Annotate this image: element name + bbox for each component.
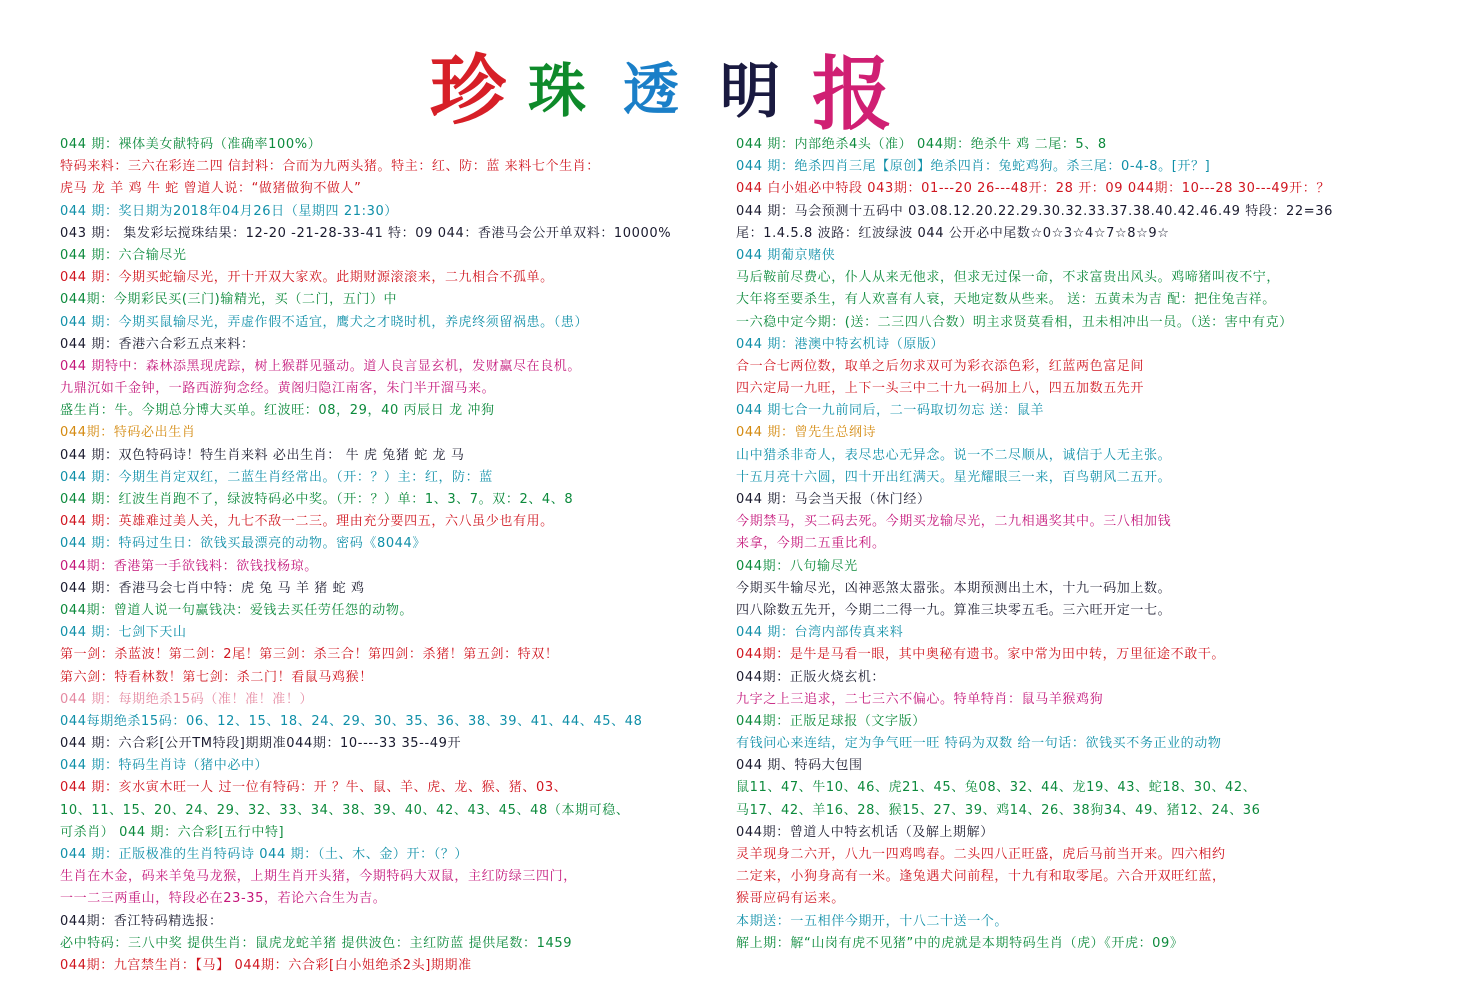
text-line: 044 期：港澳中特玄机诗（原版） bbox=[736, 336, 945, 352]
text-line: 九鼎沉如千金钟，一路西游狗念经。黄阁归隐江南客，朱门半开溜马来。 bbox=[60, 381, 496, 397]
text-line: 044期：香港第一手欲钱料：欲钱找杨琼。 bbox=[60, 558, 318, 574]
text-line: 044 期葡京赌侠 bbox=[736, 247, 836, 263]
text-line: 今期禁马，买二码去死。今期买龙输尽光，二九相遇奖其中。三八相加钱 bbox=[736, 514, 1172, 530]
title-char: 珠 bbox=[528, 57, 587, 125]
text-line: 044期：正版火烧玄机： bbox=[736, 669, 886, 685]
text-line: 十五月亮十六圆，四十开出红满天。星光耀眼三一来，百鸟朝风二五开。 bbox=[736, 469, 1172, 485]
text-line: 044期：今期彩民买(三门)输精光，买（二门，五门）中 bbox=[60, 292, 398, 308]
text-line: 九字之上三追求，二七三六不偏心。特单特肖：鼠马羊猴鸡狗 bbox=[736, 691, 1104, 707]
text-line: 044 期：正版极准的生肖特码诗 044 期：（土、木、金）开：（？） bbox=[60, 847, 469, 862]
text-line: 044每期绝杀15码：06、12、15、18、24、29、30、35、36、38、39、41、44、45、48 bbox=[60, 713, 643, 729]
text-line: 044期：正版足球报（文字版） bbox=[736, 713, 926, 729]
page-title bbox=[420, 30, 900, 141]
text-line: 044期：特码必出生肖 bbox=[60, 425, 196, 441]
title-char: 报 bbox=[812, 48, 892, 141]
text-line: 猴哥应码有运来。 bbox=[736, 891, 845, 907]
text-line: 尾：1.4.5.8 波路：红波绿波 044 公开必中尾数☆0☆3☆4☆7☆8☆9☆ bbox=[736, 225, 1170, 241]
title-char: 明 bbox=[720, 57, 780, 127]
text-line: 044 期：六合彩[公开TM特段]期期准044期：10----33 35--49开 bbox=[60, 736, 462, 752]
text-line: 必中特码：三八中奖 提供生肖：鼠虎龙蛇羊猪 提供波色：主红防蓝 提供尾数：1459 bbox=[60, 935, 573, 951]
text-line: 044 期：六合输尽光 bbox=[60, 247, 187, 263]
text-line: 044 期：奖日期为2018年04月26日（星期四 21:30） bbox=[60, 203, 398, 219]
text-line: 044期：八句输尽光 bbox=[736, 558, 858, 574]
text-line: 一六稳中定今期：(送：二三四八合数）明主求贤莫看相，丑未相冲出一员。（送：害中有克） bbox=[736, 314, 1293, 330]
text-line: 四六定局一九旺，上下一头三中二十九一码加上八，四五加数五先开 bbox=[736, 381, 1145, 397]
text-line: 可杀肖） 044 期：六合彩[五行中特] bbox=[60, 824, 285, 840]
text-line: 044 期：每期绝杀15码（准！准！准！） bbox=[60, 691, 314, 707]
text-line: 山中猎杀非奇人，表尽忠心无异念。说一不二尽顺从，诚信于人无主张。 bbox=[736, 447, 1172, 463]
text-line: 044 期：香港马会七肖中特：虎 兔 马 羊 猪 蛇 鸡 bbox=[60, 580, 365, 596]
text-line: 044 期：七剑下天山 bbox=[60, 625, 187, 641]
text-line: 044 期：香港六合彩五点来料： bbox=[60, 336, 255, 352]
text-line: 第一剑：杀蓝波！第二剑：2尾！第三剑：杀三合！第四剑：杀猪！第五剑：特双！ bbox=[60, 647, 559, 663]
text-line: 044 期、特码大包围 bbox=[736, 758, 863, 774]
text-line: 虎马 龙 羊 鸡 牛 蛇 曾道人说：“做猪做狗不做人” bbox=[60, 181, 362, 197]
text-line: 044 期七合一九前同后，二一码取切勿忘 送：鼠羊 bbox=[736, 403, 1045, 419]
text-line: 大年将至要杀生，有人欢喜有人衰，天地定数从些来。 送：五黄未为吉 配：把住兔吉祥。 bbox=[736, 292, 1276, 308]
text-line: 鼠11、47、牛10、46、虎21、45、兔08、32、44、龙19、43、蛇18、30、42、 bbox=[736, 780, 1257, 796]
text-line: 044 期：今期生肖定双红，二蓝生肖经常出。（开：？）主：红，防：蓝 bbox=[60, 469, 493, 485]
text-line: 044 期：台湾内部传真来料 bbox=[736, 625, 904, 641]
text-line: 044 期：双色特码诗！特生肖来料 必出生肖： 牛 虎 兔猪 蛇 龙 马 bbox=[60, 447, 465, 463]
text-line: 盛生肖：牛。今期总分博大买单。红波旺：08，29，40 丙辰日 龙 冲狗 bbox=[60, 403, 495, 419]
text-line: 044 期：裸体美女献特码（准确率100%） bbox=[60, 137, 322, 152]
text-line: 044 期：马会预测十五码中 03.08.12.20.22.29.30.32.33.37.38.40.42.46.49 特段：22=36 bbox=[736, 203, 1333, 219]
title-char: 透 bbox=[623, 58, 679, 123]
text-line: 一一二三两重山，特段必在23-35，若论六合生为吉。 bbox=[60, 891, 387, 907]
text-line: 044 期：马会当天报（休门经） bbox=[736, 492, 931, 507]
text-line: 044 期：绝杀四肖三尾【原创】绝杀四肖：兔蛇鸡狗。杀三尾：0-4-8。[开？] bbox=[736, 159, 1211, 175]
text-line: 044 白小姐必中特段 043期：01---20 26---48开：28 开：09 044期：10---28 30---49开：？ bbox=[736, 181, 1330, 197]
text-line: 044 期：内部绝杀4头（准） 044期：绝杀牛 鸡 二尾：5、8 bbox=[736, 137, 1107, 152]
text-line: 第六剑：特看林数！第七剑：杀二门！看鼠马鸡猴！ bbox=[60, 669, 373, 685]
text-line: 特码来料：三六在彩连二四 信封料：合而为九两头猪。特主：红、防：蓝 来料七个生肖： bbox=[60, 159, 600, 175]
text-line: 043 期： 集发彩坛搅珠结果：12-20 -21-28-33-41 特：09 044：香港马会公开单双料：10000% bbox=[60, 225, 672, 241]
text-line: 马后鞍前尽费心，仆人从来无他求，但求无过保一命，不求富贵出风头。鸡啼猪叫夜不宁， bbox=[736, 270, 1281, 286]
text-line: 10、11、15、20、24、29、32、33、34、38、39、40、42、43、45、48（本期可稳、 bbox=[60, 802, 630, 818]
text-line: 四八除数五先开，今期二二得一九。算准三块零五毛。三六旺开定一七。 bbox=[736, 602, 1172, 618]
text-line: 044 期：亥水寅木旺一人 过一位有特码：开 ？牛、鼠、羊、虎、龙、猴、猪、03、 bbox=[60, 780, 568, 796]
text-line: 有钱问心来连结，定为争气旺一旺 特码为双数 给一句话：欲钱买不务正业的动物 bbox=[736, 736, 1222, 752]
text-line: 合一合七两位数，取单之后勿求双可为彩衣添色彩，红蓝两色富足间 bbox=[736, 358, 1145, 374]
text-line: 044 期：今期买蛇输尽光，开十开双大家欢。此期财源滚滚来，二九相合不孤单。 bbox=[60, 270, 554, 286]
text-line: 044 期：特码生肖诗（猪中必中） bbox=[60, 758, 269, 774]
text-line: 044 期：红波生肖跑不了，绿波特码必中奖。（开：？）单：1、3、7。双：2、4、8 bbox=[60, 492, 574, 507]
left-column bbox=[60, 134, 728, 977]
text-line: 生肖在木金，码来羊兔马龙猴，上期生肖开头猪，今期特码大双鼠，主红防绿三四门， bbox=[60, 869, 577, 885]
text-line: 044 期：曾先生总纲诗 bbox=[736, 425, 877, 441]
text-line: 044期：是牛是马看一眼，其中奥秘有遗书。家中常为田中转，万里征途不敢干。 bbox=[736, 647, 1226, 663]
right-column bbox=[736, 134, 1436, 955]
text-line: 马17、42、羊16、28、猴15、27、39、鸡14、26、38狗34、49、猪12、24、36 bbox=[736, 802, 1261, 818]
text-line: 044期：九宫禁生肖：【马】 044期：六合彩[白小姐绝杀2头]期期准 bbox=[60, 957, 472, 973]
text-line: 本期送：一五相伴今期开，十八二十送一个。 bbox=[736, 913, 1009, 929]
text-line: 044期：香江特码精选报： bbox=[60, 913, 223, 929]
text-line: 灵羊现身二六开，八九一四鸡鸣春。二头四八正旺盛，虎后马前当开来。四六相约 bbox=[736, 847, 1226, 862]
title-char: 珍 bbox=[430, 46, 506, 135]
text-line: 今期买牛输尽光，凶神恶煞太嚣张。本期预测出土木，十九一码加上数。 bbox=[736, 580, 1172, 596]
text-line: 来拿，今期二五重比利。 bbox=[736, 536, 886, 552]
text-line: 044 期特中：森林添黑现虎踪，树上猴群见骚动。道人良言显玄机，发财赢尽在良机。 bbox=[60, 358, 581, 374]
text-line: 044 期：特码过生日：欲钱买最漂亮的动物。密码《8044》 bbox=[60, 536, 427, 552]
text-line: 044 期：英雄难过美人关，九七不敌一二三。理由充分要四五，六八虽少也有用。 bbox=[60, 514, 554, 530]
text-line: 解上期：解“山岗有虎不见猪”中的虎就是本期特码生肖（虎）《开虎：09》 bbox=[736, 935, 1184, 951]
text-line: 044期：曾道人中特玄机话（及解上期解） bbox=[736, 824, 994, 840]
text-line: 二定来，小狗身高有一米。逢兔遇犬问前程，十九有和取零尾。六合开双旺红蓝， bbox=[736, 869, 1226, 885]
text-line: 044 期：今期买鼠输尽光，弄虚作假不适宜，鹰犬之才晓时机，养虎终须留祸患。（患） bbox=[60, 314, 589, 330]
text-line: 044期：曾道人说一句赢钱决：爱钱去买任劳任怨的动物。 bbox=[60, 602, 414, 618]
